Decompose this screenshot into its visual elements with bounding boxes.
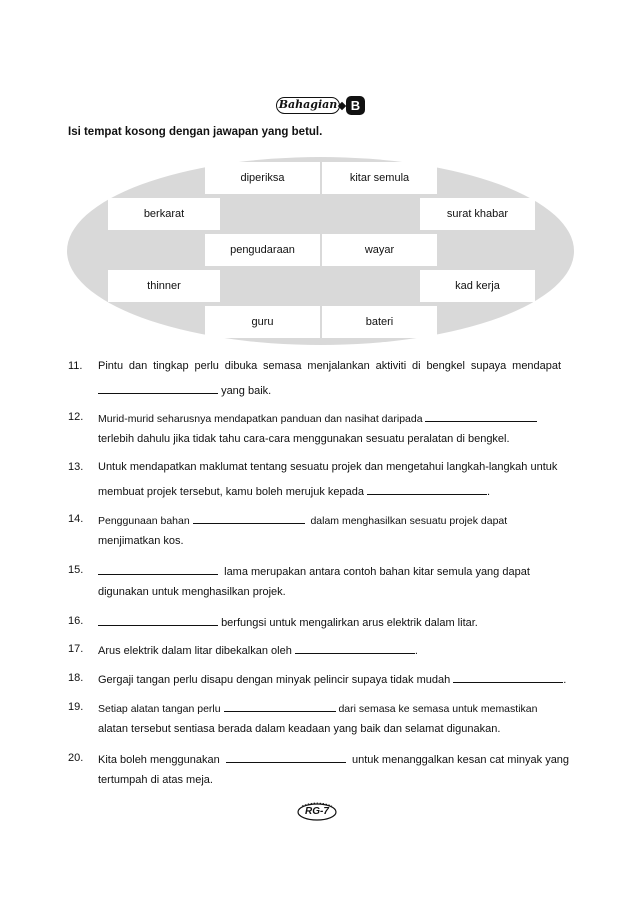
question-20-line-2: tertumpah di atas meja.	[98, 774, 213, 786]
answer-blank[interactable]	[226, 752, 346, 763]
question-number: 19.	[68, 701, 84, 713]
page-number-badge	[290, 801, 344, 823]
answer-blank[interactable]	[367, 484, 487, 495]
word-bank-item: bateri	[322, 306, 437, 338]
word-bank-item: kitar semula	[322, 162, 437, 194]
word-bank-item: thinner	[108, 270, 220, 302]
answer-blank[interactable]	[98, 615, 218, 626]
question-13-line-2: membuat projek tersebut, kamu boleh merujuk kepada .	[98, 486, 491, 498]
page-number: RG-7	[305, 806, 329, 817]
word-bank-item: wayar	[322, 234, 437, 266]
section-badge-label: Bahagian	[276, 97, 340, 114]
question-14-line-2: menjimatkan kos.	[98, 535, 184, 547]
question-number: 18.	[68, 672, 84, 684]
word-bank-item: diperiksa	[205, 162, 320, 194]
instruction-text: Isi tempat kosong dengan jawapan yang betul.	[68, 126, 323, 138]
question-15-line-1: lama merupakan antara contoh bahan kitar semula yang dapat	[98, 564, 530, 578]
question-17-line-1: Arus elektrik dalam litar dibekalkan oleh .	[98, 645, 418, 657]
question-19-line-1: Setiap alatan tangan perlu dari semasa ke semasa untuk memastikan	[98, 703, 538, 715]
answer-blank[interactable]	[98, 383, 218, 394]
question-number: 17.	[68, 643, 84, 655]
word-bank-item: berkarat	[108, 198, 220, 230]
question-number: 20.	[68, 752, 84, 764]
question-number: 15.	[68, 564, 84, 576]
section-letter: B	[346, 96, 365, 115]
word-bank-oval	[67, 157, 574, 345]
question-16-line-1: berfungsi untuk mengalirkan arus elektrik dalam litar.	[98, 615, 478, 629]
question-11-line-2: yang baik.	[98, 383, 271, 397]
question-14-line-1: Penggunaan bahan dalam menghasilkan sesuatu projek dapat	[98, 515, 508, 527]
question-18-line-1: Gergaji tangan perlu disapu dengan minyak pelincir supaya tidak mudah .	[98, 674, 567, 686]
question-number: 13.	[68, 461, 84, 473]
section-badge	[276, 96, 366, 116]
answer-blank[interactable]	[98, 564, 218, 575]
answer-blank[interactable]	[453, 672, 563, 683]
answer-blank[interactable]	[224, 701, 336, 712]
question-number: 14.	[68, 513, 84, 525]
question-20-line-1: Kita boleh menggunakan untuk menanggalkan kesan cat minyak yang	[98, 754, 570, 766]
word-bank-item: kad kerja	[420, 270, 535, 302]
word-bank-item: guru	[205, 306, 320, 338]
answer-blank[interactable]	[295, 643, 415, 654]
question-12-line-1: Murid-murid seharusnya mendapatkan panduan dan nasihat daripada	[98, 411, 537, 425]
question-15-line-2: digunakan untuk menghasilkan projek.	[98, 586, 286, 598]
question-12-line-2: terlebih dahulu jika tidak tahu cara-cara menggunakan sesuatu peralatan di bengkel.	[98, 433, 510, 445]
word-bank-item: pengudaraan	[205, 234, 320, 266]
word-bank-item: surat khabar	[420, 198, 535, 230]
question-number: 11.	[68, 360, 83, 372]
answer-blank[interactable]	[193, 513, 305, 524]
question-11-line-1: Pintu dan tingkap perlu dibuka semasa menjalankan aktiviti di bengkel supaya mendapat	[98, 360, 562, 372]
question-number: 16.	[68, 615, 84, 627]
answer-blank[interactable]	[425, 411, 537, 422]
question-19-line-2: alatan tersebut sentiasa berada dalam keadaan yang baik dan selamat digunakan.	[98, 723, 501, 735]
question-number: 12.	[68, 411, 84, 423]
question-13-line-1: Untuk mendapatkan maklumat tentang sesuatu projek dan mengetahui langkah-langkah untuk	[98, 461, 558, 473]
